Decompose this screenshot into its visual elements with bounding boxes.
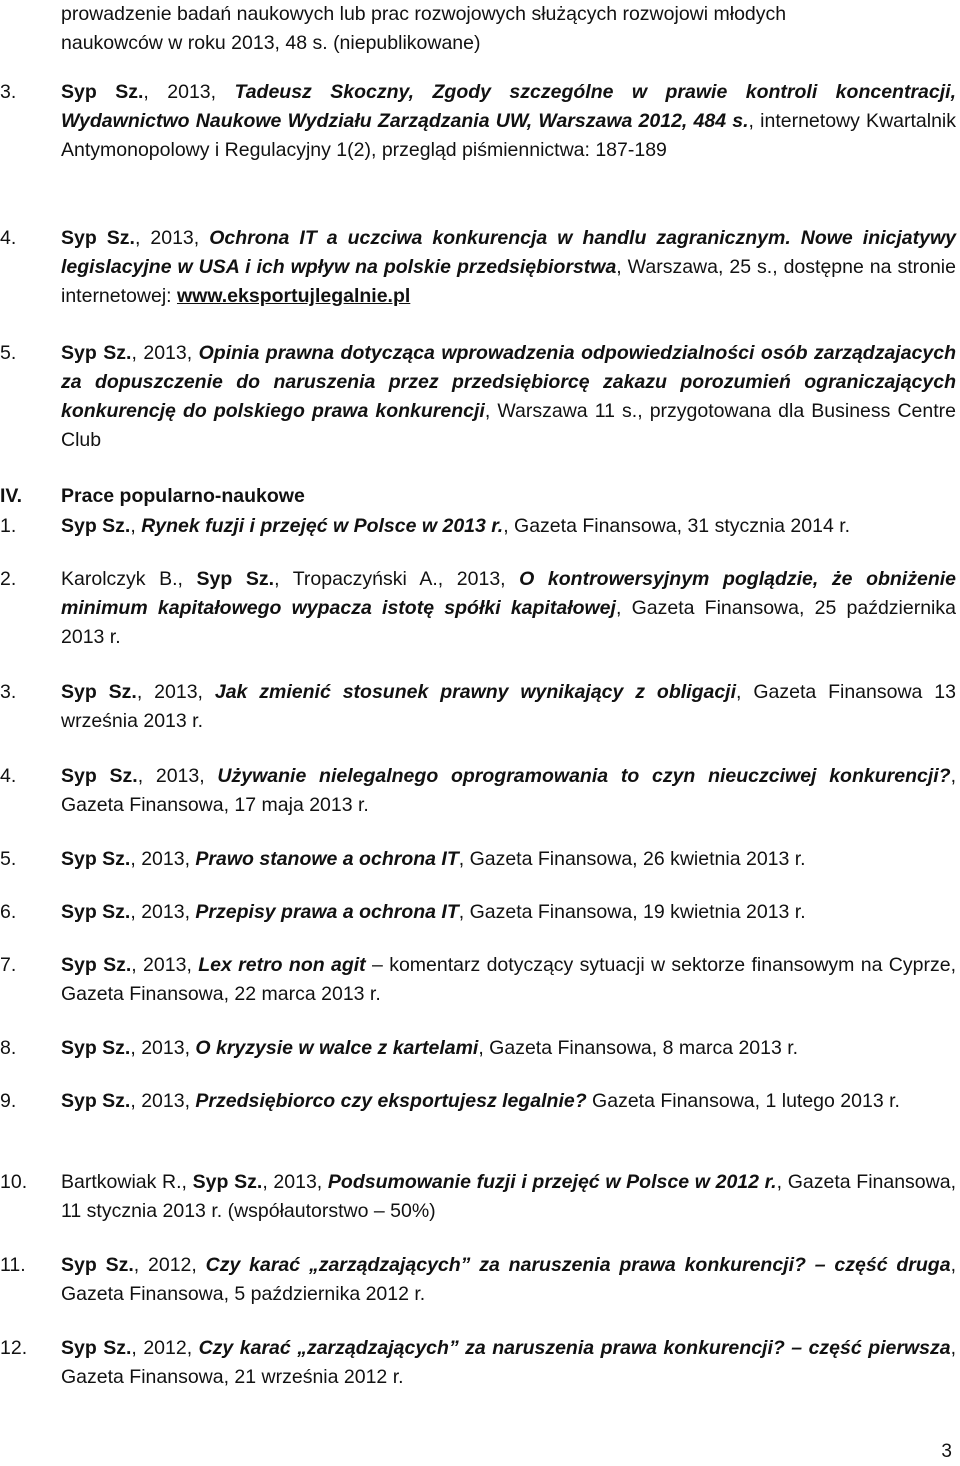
item-author: Syp Sz. bbox=[61, 1254, 134, 1276]
item-post: , Gazeta Finansowa, 11 stycznia 2013 r. (współautorstwo – 50%) bbox=[61, 1171, 956, 1222]
item-title: Przepisy prawa a ochrona IT bbox=[195, 901, 459, 923]
item-post: , Gazeta Finansowa, 19 kwietnia 2013 r. bbox=[458, 901, 806, 923]
item-pre: , 2013, bbox=[134, 227, 210, 249]
item-text bbox=[61, 678, 956, 736]
item-number: 10. bbox=[0, 1171, 28, 1193]
item-text bbox=[61, 898, 956, 927]
item-title: Czy karać „zarządzających” za naruszenia prawa konkurencji? – część pierwsza bbox=[198, 1337, 951, 1359]
item-pre: , 2013, bbox=[131, 954, 199, 976]
item-pre: , 2013, bbox=[262, 1171, 328, 1193]
item-author: Syp Sz. bbox=[61, 1337, 132, 1359]
item-text bbox=[61, 845, 956, 874]
item-post: , Gazeta Finansowa, 17 maja 2013 r. bbox=[61, 765, 956, 816]
item-author: Syp Sz. bbox=[61, 342, 132, 364]
website-link[interactable]: www.eksportujlegalnie.pl bbox=[176, 285, 411, 307]
item-title: Opinia prawna dotycząca wprowadzenia odpowiedzialności osób zarządzajacych za dopuszczenie do naruszenia przez przedsiębiorcę zakazu porozumień ograniczających konkurencję do polskiego prawa konkurencji bbox=[61, 342, 956, 422]
item-author: Syp Sz. bbox=[61, 901, 131, 923]
item-author: Syp Sz. bbox=[61, 81, 144, 103]
item-number: 4. bbox=[0, 227, 17, 249]
item-title: Czy karać „zarządzających” za naruszenia prawa konkurencji? – część druga bbox=[205, 1254, 951, 1276]
item-title: Tadeusz Skoczny, Zgody szczególne w prawie kontroli koncentracji, Wydawnictwo Naukowe Wydziału Zarządzania UW, Warszawa 2012, 484 s. bbox=[61, 81, 956, 132]
continuation-line-2: naukowców w roku 2013, 48 s. (niepublikowane) bbox=[61, 32, 481, 54]
item-pre: , bbox=[130, 515, 142, 537]
item-post: , Warszawa, 25 s., dostępne na stronie internetowej: bbox=[61, 256, 956, 307]
item-text bbox=[61, 1168, 956, 1226]
item-coauthor: Bartkowiak R., bbox=[61, 1171, 193, 1193]
item-pre: , 2013, bbox=[130, 1090, 196, 1112]
item-text bbox=[61, 565, 956, 652]
item-number: 1. bbox=[0, 515, 17, 537]
item-text bbox=[61, 951, 956, 1009]
item-pre: , Tropaczyński A., 2013, bbox=[274, 568, 520, 590]
page-number: 3 bbox=[941, 1441, 952, 1462]
item-text bbox=[61, 762, 956, 820]
item-text bbox=[61, 224, 956, 311]
item-number: 3. bbox=[0, 81, 17, 103]
item-text bbox=[61, 339, 956, 455]
item-pre: , 2013, bbox=[131, 342, 199, 364]
item-number: 9. bbox=[0, 1090, 17, 1112]
item-pre: , 2013, bbox=[130, 901, 196, 923]
item-title: O kryzysie w walce z kartelami bbox=[195, 1037, 479, 1059]
item-title: Ochrona IT a uczciwa konkurencja w handlu zagranicznym. Nowe inicjatywy legislacyjne w USA i ich wpływ na polskie przedsiębiorstwa bbox=[61, 227, 956, 278]
item-author: Syp Sz. bbox=[61, 1037, 131, 1059]
item-text bbox=[61, 1334, 956, 1392]
item-post: , Gazeta Finansowa, 21 września 2012 r. bbox=[61, 1337, 956, 1388]
item-author: Syp Sz. bbox=[61, 227, 135, 249]
item-author: Syp Sz. bbox=[61, 681, 137, 703]
item-text bbox=[61, 1087, 956, 1116]
item-pre: , 2013, bbox=[130, 1037, 196, 1059]
item-title: Podsumowanie fuzji i przejęć w Polsce w 2012 r. bbox=[327, 1171, 777, 1193]
item-post: – komentarz dotyczący sytuacji w sektorze finansowym na Cyprze, Gazeta Finansowa, 22 marca 2013 r. bbox=[61, 954, 956, 1005]
item-number: 3. bbox=[0, 681, 17, 703]
item-coauthor: Karolczyk B., bbox=[61, 568, 197, 590]
item-post: , Gazeta Finansowa 13 września 2013 r. bbox=[61, 681, 956, 732]
item-number: 5. bbox=[0, 342, 17, 364]
item-number: 11. bbox=[0, 1254, 26, 1276]
item-title: Jak zmienić stosunek prawny wynikający z obligacji bbox=[214, 681, 737, 703]
item-title: O kontrowersyjnym poglądzie, że obniżenie minimum kapitałowego wypacza istotę spółki kapitałowej bbox=[61, 568, 956, 619]
item-author: Syp Sz. bbox=[61, 954, 132, 976]
item-number: 8. bbox=[0, 1037, 17, 1059]
item-post: Gazeta Finansowa, 1 lutego 2013 r. bbox=[586, 1090, 900, 1112]
item-number: 2. bbox=[0, 568, 17, 590]
item-pre: , 2012, bbox=[131, 1337, 199, 1359]
item-author: Syp Sz. bbox=[61, 765, 138, 787]
item-number: 12. bbox=[0, 1337, 28, 1359]
item-pre: , 2013, bbox=[137, 765, 218, 787]
item-text bbox=[61, 512, 956, 541]
item-text bbox=[61, 78, 956, 165]
item-title: Przedsiębiorco czy eksportujesz legalnie? bbox=[195, 1090, 587, 1112]
item-number: 6. bbox=[0, 901, 17, 923]
item-author: Syp Sz. bbox=[196, 568, 275, 590]
continuation-line-1: prowadzenie badań naukowych lub prac rozwojowych służących rozwojowi młodych bbox=[61, 3, 787, 25]
item-post: , Gazeta Finansowa, 31 stycznia 2014 r. bbox=[503, 515, 851, 537]
item-text bbox=[61, 1251, 956, 1309]
item-post: , Gazeta Finansowa, 25 października 2013 r. bbox=[61, 597, 956, 648]
item-number: 5. bbox=[0, 848, 17, 870]
item-pre: , 2013, bbox=[143, 81, 235, 103]
item-title: Rynek fuzji i przejęć w Polsce w 2013 r. bbox=[141, 515, 504, 537]
item-number: 7. bbox=[0, 954, 17, 976]
continuation-text bbox=[61, 0, 956, 58]
section-title: Prace popularno-naukowe bbox=[61, 485, 305, 507]
item-post: , Gazeta Finansowa, 26 kwietnia 2013 r. bbox=[458, 848, 806, 870]
item-number: 4. bbox=[0, 765, 17, 787]
item-title: Prawo stanowe a ochrona IT bbox=[195, 848, 459, 870]
item-post: , Gazeta Finansowa, 5 października 2012 r. bbox=[61, 1254, 956, 1305]
item-pre: , 2013, bbox=[136, 681, 215, 703]
item-title: Używanie nielegalnego oprogramowania to czyn nieuczciwej konkurencji? bbox=[217, 765, 951, 787]
item-title: Lex retro non agit bbox=[198, 954, 366, 976]
item-text bbox=[61, 1034, 956, 1063]
item-post: , Warszawa 11 s., przygotowana dla Business Centre Club bbox=[61, 400, 957, 451]
item-author: Syp Sz. bbox=[192, 1171, 263, 1193]
item-pre: , 2012, bbox=[133, 1254, 206, 1276]
section-number: IV. bbox=[0, 485, 23, 507]
item-author: Syp Sz. bbox=[61, 848, 131, 870]
item-author: Syp Sz. bbox=[61, 1090, 131, 1112]
item-author: Syp Sz. bbox=[61, 515, 131, 537]
item-post: , internetowy Kwartalnik Antymonopolowy i Regulacyjny 1(2), przegląd piśmiennictwa: 187-189 bbox=[61, 110, 957, 161]
item-post: , Gazeta Finansowa, 8 marca 2013 r. bbox=[478, 1037, 799, 1059]
item-pre: , 2013, bbox=[130, 848, 196, 870]
